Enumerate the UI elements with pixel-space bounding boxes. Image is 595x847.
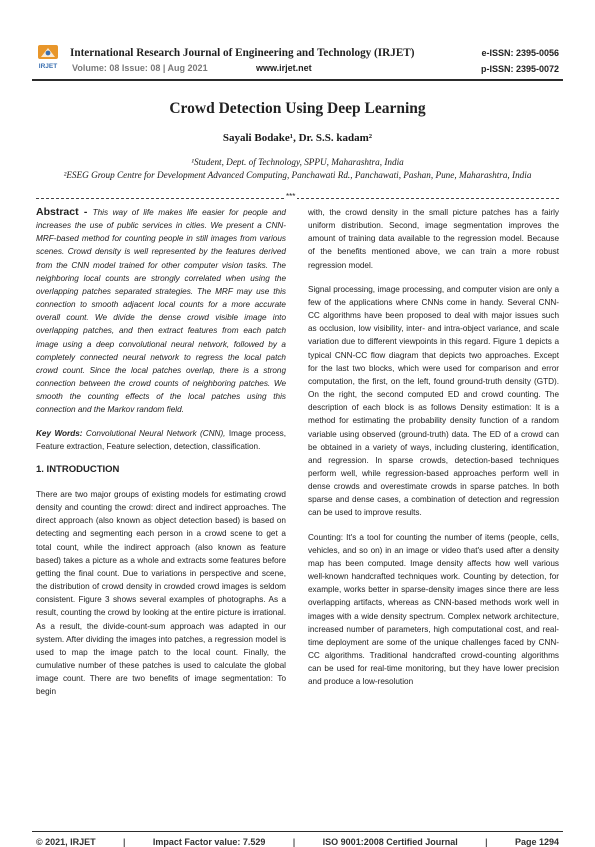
footer-divider xyxy=(32,831,563,832)
abstract xyxy=(36,206,286,417)
p-issn: p-ISSN: 2395-0072 xyxy=(480,64,559,74)
right-paragraph-1: with, the crowd density in the small picture patches has a fairly uniform distribution. Second, image segmentation improves the amount of training data available to the regression model. Because of the benefits mentioned above, we can train a more robust regression model. xyxy=(308,208,559,270)
keywords-label: Key Words: xyxy=(36,428,83,438)
journal-title: International Research Journal of Engineering and Technology (IRJET) xyxy=(70,47,415,59)
abstract-label: Abstract - xyxy=(36,206,93,218)
section-divider xyxy=(36,198,559,199)
irjet-logo-icon xyxy=(36,44,60,70)
section-heading-introduction: 1. INTRODUCTION xyxy=(36,463,120,475)
footer-separator: | xyxy=(123,837,126,847)
logo-text: IRJET xyxy=(38,63,58,70)
divider-stars: *** xyxy=(286,192,296,201)
right-column xyxy=(308,206,559,688)
footer-copyright: © 2021, IRJET xyxy=(36,837,96,847)
paper-authors: Sayali Bodake¹, Dr. S.S. kadam² xyxy=(222,132,373,144)
page-footer xyxy=(36,837,559,847)
paper-title: Crowd Detection Using Deep Learning xyxy=(169,100,426,117)
abstract-text: This way of life makes life easier for people and increases the use of public services in cities. We present a CNN-MRF-based method for counting people in still images from various scenes. Crowd density is well represented by the features derived from the CNN model trained for other computer vision tasks. The neighboring local counts are strongly correlated when using the overlapping patches separated strategies. The MRF may use this connection to smooth adjacent local counts for a more accurate overall count. We divide the dense crowd visible image into overlapping patches, and then extract features from each patch image using a deep convolutional neural network, followed by a completely connected neural network to regress the local patch crowd count. Since the local patches overlap, there is a strong connection between the crowd counts of neighboring patches. We smooth the counting effects of the local patches using this connection and the Markov random field. xyxy=(36,208,286,415)
affiliation-1: ¹Student, Dept. of Technology, SPPU, Maharashtra, India xyxy=(191,157,404,167)
header-divider xyxy=(32,79,563,81)
volume-info: Volume: 08 Issue: 08 | Aug 2021 xyxy=(72,63,208,73)
footer-separator: | xyxy=(292,837,296,847)
left-column xyxy=(36,206,286,698)
keywords-text: Image process, Feature extraction, Feature selection, detection, classification. xyxy=(36,428,287,451)
keywords-italic: Convolutional Neural Network (CNN), xyxy=(82,428,226,438)
page-header xyxy=(0,0,595,78)
affiliation-2: ²ESEG Group Centre for Development Advanced Computing, Panchawati Rd., Panchawati, Pashan, Pune, Maharashtra, India xyxy=(63,170,532,180)
footer-separator: | xyxy=(485,837,488,847)
footer-page-number: Page 1294 xyxy=(514,837,559,847)
e-issn: e-ISSN: 2395-0056 xyxy=(481,48,559,58)
right-paragraph-2: Signal processing, image processing, and computer vision are only a few of the applications where CNNs come in handy. Several CNN-CC algorithms have been proposed to deal with major issues such as occlusion, low visibility, inter- and intra-object variance, and scale variation due to different viewpoints in this regard. Figure 1 depicts a typical CNN-CC flow diagram that depicts two approaches. Except for the last two blocks, which were used for comparison and error computation, the first, on the left, found ground-truth density (GTD). On the right, the second computed ED and crowd counting. The description of each block is as follows Density estimation: It is a method for estimating the probability density function of a random variable using observed (ground-truth) data. The ED of a crowd can be obtained in a variety of ways, including clustering, identification, and regression. In sparse crowds, detection-based techniques perform well, while regression-based approaches perform well in dense crowds and overestimate crowds in sparse patches. In both sparse and dense cases, a combination of detection and regression can be used to improve results. xyxy=(308,284,559,518)
intro-paragraph: There are two major groups of existing models for estimating crowd density and counting the crowd: direct and indirect approaches. The direct approach (also known as object detection based) is based on detecting and segmenting each person in a crowd scene to get a total count, while the indirect approach (also known as feature based) takes a picture as a whole and extracts some features before getting the final count. Due to variations in perspective and scene, the distribution of crowd density in crowded crowd images is seldom consistent. Figure 3 shows several examples of photographs. As a result, counting the crowd by looking at the entire picture is irrational. As a result, the divide-count-sum approach was adapted in our system. After dividing the images into patches, a regression model is used to map the image patch to the local count. Finally, the cumulative number of these patches is used to calculate the global image count. There are two benefits of image segmentation: To begin xyxy=(36,489,286,697)
journal-website-link[interactable]: www.irjet.net xyxy=(256,63,312,73)
right-paragraph-3: Counting: It's a tool for counting the number of items (people, cells, vehicles, and so on) in an image or video that's used after a density map has been computed. Image density affects how well various well-known handcrafted techniques work. Counting by detection, for example, works better in sparse-density images since there are less overlapping artifacts, whereas as CNN-based methods work well in images with a wide density spectrum. Complex network architecture, increased number of parameters, high computational cost, and real-time deployment are some of the unique challenges faced by CNN-CC algorithms. Traditional handcrafted crowd-counting algorithms can be used for real-time monitoring, but they have lower precision and produce a low-resolution xyxy=(308,532,559,687)
footer-impact-factor: Impact Factor value: 7.529 xyxy=(152,837,266,847)
keywords xyxy=(36,427,286,453)
footer-iso: ISO 9001:2008 Certified Journal xyxy=(322,837,458,847)
